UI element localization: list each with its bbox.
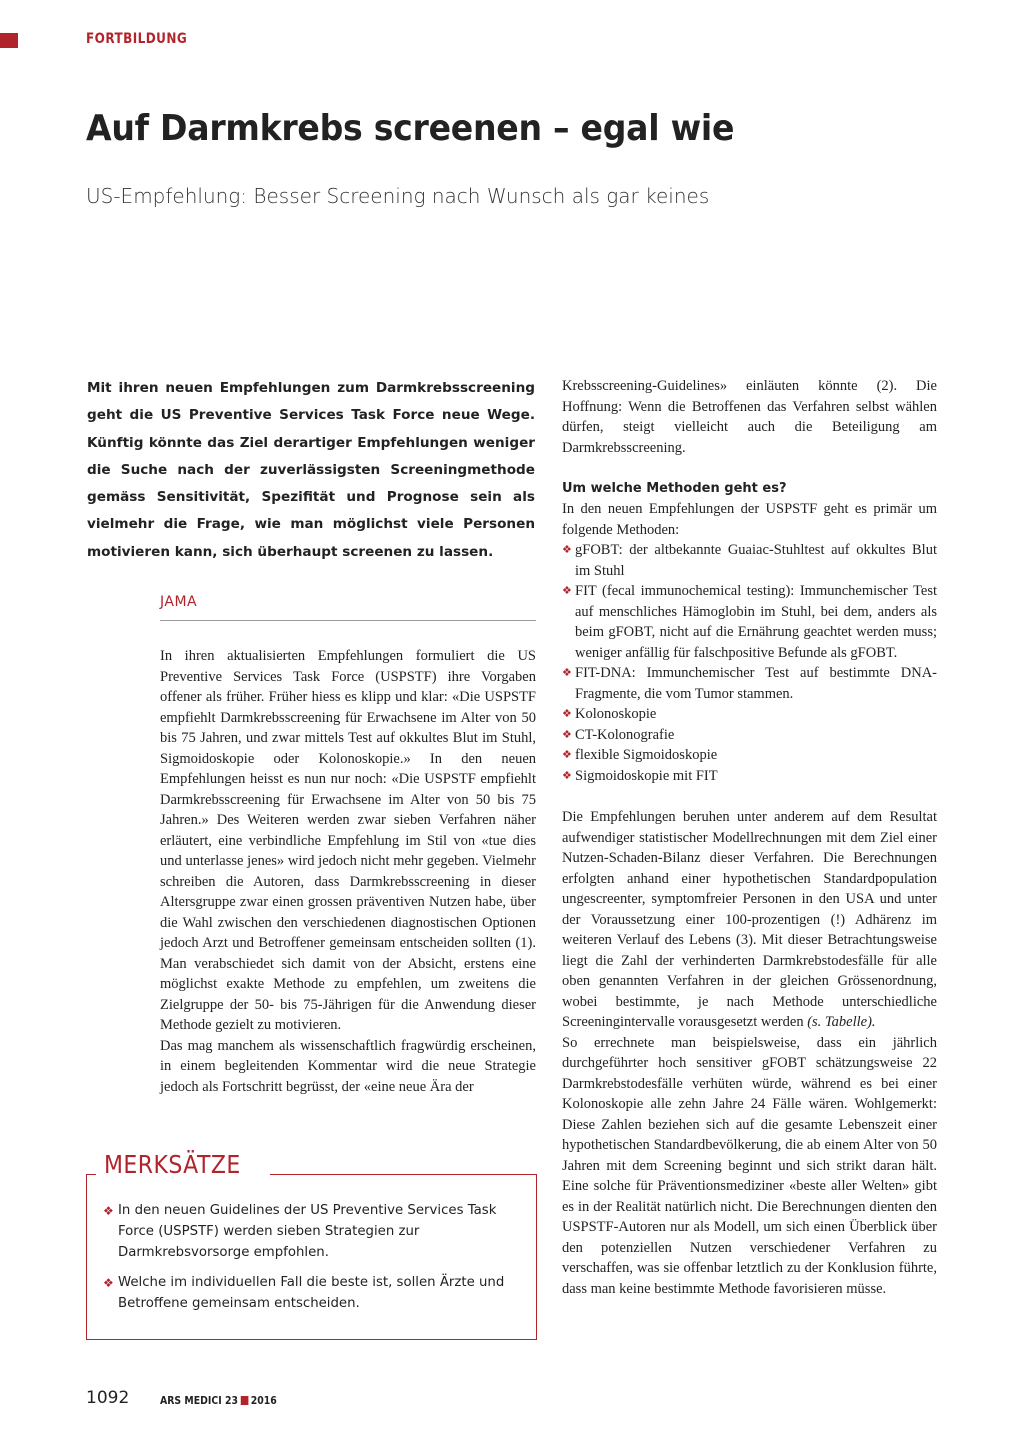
diamond-bullet-icon: ❖ [562,749,572,761]
article-lead: Mit ihren neuen Empfehlungen zum Darmkrebsscreening geht die US Preventive Services Task Force neue Wege. Künftig könnte das Ziel derartiger Empfehlungen weniger die Suche nach der zuverlässigsten Screeningmethode gemäss Sensitivität, Spezifität und Prognose sein als vielmehr die Frage, wie man möglichst viele Personen motivieren kann, sich überhaupt screenen zu lassen. [87,380,535,560]
source-label: JAMA [160,594,198,610]
list-item [562,581,937,663]
article-title: Auf Darmkrebs screenen – egal wie [86,108,735,149]
diamond-bullet-icon: ❖ [562,769,572,782]
list-item-text: gFOBT: der altbekannte Guaiac-Stuhltest auf okkultes Blut im Stuhl [575,542,937,579]
body-paragraph: In ihren aktualisierten Empfehlungen formuliert die US Preventive Services Task Force (USPSTF) ihre Vorgaben offener als früher. Früher hiess es klipp und klar: «Die USPSTF empfiehlt Darmkrebsscreening für Erwachsene im Alter von 50 bis 75 Jahren, und zwar mittels Test auf okkultes Blut im Stuhl, Sigmoidoskopie oder Kolonoskopie.» In den neuen Empfehlungen heisst es nun nur noch: «Die USPSTF empfiehlt Darmkrebsscreening für Erwachsene im Alter von 50 bis 75 Jahren.» Des Weiteren werden zwar sieben Verfahren näher erläutert, eine verbindliche Empfehlung im Stil von «tue dies und unterlasse jenes» wird jedoch nicht mehr gegeben. Vielmehr schreiben die Autoren, dass Darmkrebsscreening in dieser Altersgruppe zwar einen grossen präventiven Nutzen habe, über die Wahl zwischen den verschiedenen diagnostischen Optionen jedoch Arzt und Betroffener gemeinsam entscheiden sollten (1). Man verabschiedet sich damit von der Absicht, erstens eine möglichst exakte Methode zu empfehlen, um zweitens die Zielgruppe der 50- bis 75-Jährigen für die Anwendung dieser Methode gezielt zu motivieren. [160,648,536,1033]
merksaetze-box [86,1174,537,1340]
list-item [562,766,937,787]
diamond-bullet-icon: ❖ [562,728,572,741]
table-reference: (s. Tabelle). [807,1014,876,1030]
body-paragraph: Das mag manchem als wissenschaftlich fragwürdig erscheinen, in einem begleitenden Kommentar wird die neue Strategie jedoch als Fortschritt begrüsst, der «eine neue Ära der [160,1037,536,1095]
merksaetze-list [103,1201,523,1325]
journal-year: 2016 [250,1394,277,1407]
box-top-rule [270,1174,536,1175]
source-divider [160,620,536,621]
diamond-bullet-icon: ❖ [103,1204,114,1218]
diamond-bullet-icon: ❖ [103,1276,114,1291]
merksaetze-title: MERKSÄTZE [104,1150,241,1179]
list-item-text: In den neuen Guidelines der US Preventive Services Task Force (USPSTF) werden sieben Strategien zur Darmkrebsvorsorge empfohlen. [118,1203,497,1260]
body-paragraph: So errechnete man beispielsweise, dass ein jährlich durchgeführter hoch sensitiver gFOBT schätzungsweise 22 Darmkrebstodesfälle verhüten würde, während es bei einer Kolonoskopie alle zehn Jahre 24 Fälle wären. Wohlgemerkt: Diese Zahlen beziehen sich auf die gesamte Lebenszeit einer hypothetischen Standardbevölkerung, die ab einem Alter von 50 Jahren mit dem Screening beginnt und sich strikt daran hält. Eine solche für Präventionsmediziner «beste aller Welten» gibt es in der Realität natürlich nicht. Die Berechnungen dienten den USPSTF-Autoren nur als Modell, um sich einen Überblick über den potenziellen Nutzen verschiedener Verfahren zu verschaffen, was sie offenbar letztlich zu der Konklusion führte, dass man keine bestimmte Methode favorisieren müsse. [562,1034,937,1297]
diamond-bullet-icon: ❖ [562,667,572,679]
list-item-text: Sigmoidoskopie mit FIT [575,767,718,784]
list-item-text: FIT-DNA: Immunchemischer Test auf bestimmte DNA-Fragmente, die vom Tumor stammen. [575,665,937,702]
section-marker-square [0,33,18,48]
methods-list [562,540,937,786]
list-item-text: Welche im individuellen Fall die beste ist, sollen Ärzte und Betroffene gemeinsam entscheiden. [118,1275,505,1312]
list-item [562,745,937,766]
journal-name: ARS MEDICI 23 [160,1394,238,1407]
body-text: Die Empfehlungen beruhen unter anderem auf dem Resultat aufwendiger statistischer Modellrechnungen mit dem Ziel einer Nutzen-Schaden-Bilanz dieser Verfahren. Die Berechnungen erfolgten anhand einer hypothetischen Standardpopulation ungescreenter, symptomfreier Personen in den USA und unter der Voraussetzung einer 100-prozentigen (!) Adhärenz im weiteren Verlauf des Lebens (3). Mit dieser Betrachtungsweise liegt die Zahl der verhinderten Darmkrebstodesfälle für alle oben genannten Verfahren in der gleichen Grössenordnung, wobei bestimmte, je nach Methode unterschiedliche Screeningintervalle vorausgesetzt werden [562,809,937,1030]
methods-heading: Um welche Methoden geht es? [562,481,787,496]
diamond-bullet-icon: ❖ [562,708,572,720]
list-item [562,725,937,746]
diamond-bullet-icon: ❖ [562,585,572,597]
list-item [103,1201,523,1263]
list-item-text: FIT (fecal immunochemical testing): Immunchemischer Test auf menschliches Hämoglobin im Stuhl, bei dem, anders als beim gFOBT, nicht auf die Ernährung geachtet werden muss; weniger anfällig für falschpositive Befunde als gFOBT. [575,583,937,661]
left-column [160,646,536,1097]
list-item-text: CT-Kolonografie [575,726,675,743]
diamond-bullet-icon: ❖ [562,544,572,556]
square-separator-icon [241,1396,249,1405]
article-subtitle: US-Empfehlung: Besser Screening nach Wunsch als gar keines [86,184,710,208]
list-item [562,704,937,725]
section-label: FORTBILDUNG [86,31,188,47]
methods-intro: In den neuen Empfehlungen der USPSTF geht es primär um folgende Methoden: [562,501,937,538]
list-item [562,663,937,704]
list-item [103,1273,523,1315]
list-item-text: Kolonoskopie [575,706,657,722]
list-item [562,540,937,581]
body-paragraph [562,807,937,1033]
body-paragraph: Krebsscreening-Guidelines» einläuten könnte (2). Die Hoffnung: Wenn die Betroffenen das Verfahren selbst wählen dürfen, steigt vielleicht auch die Beteiligung am Darmkrebsscreening. [562,378,937,456]
journal-info [160,1394,277,1407]
right-column [562,376,937,1299]
page-number: 1092 [86,1388,130,1408]
list-item-text: flexible Sigmoidoskopie [575,747,718,763]
box-top-rule [86,1174,96,1175]
